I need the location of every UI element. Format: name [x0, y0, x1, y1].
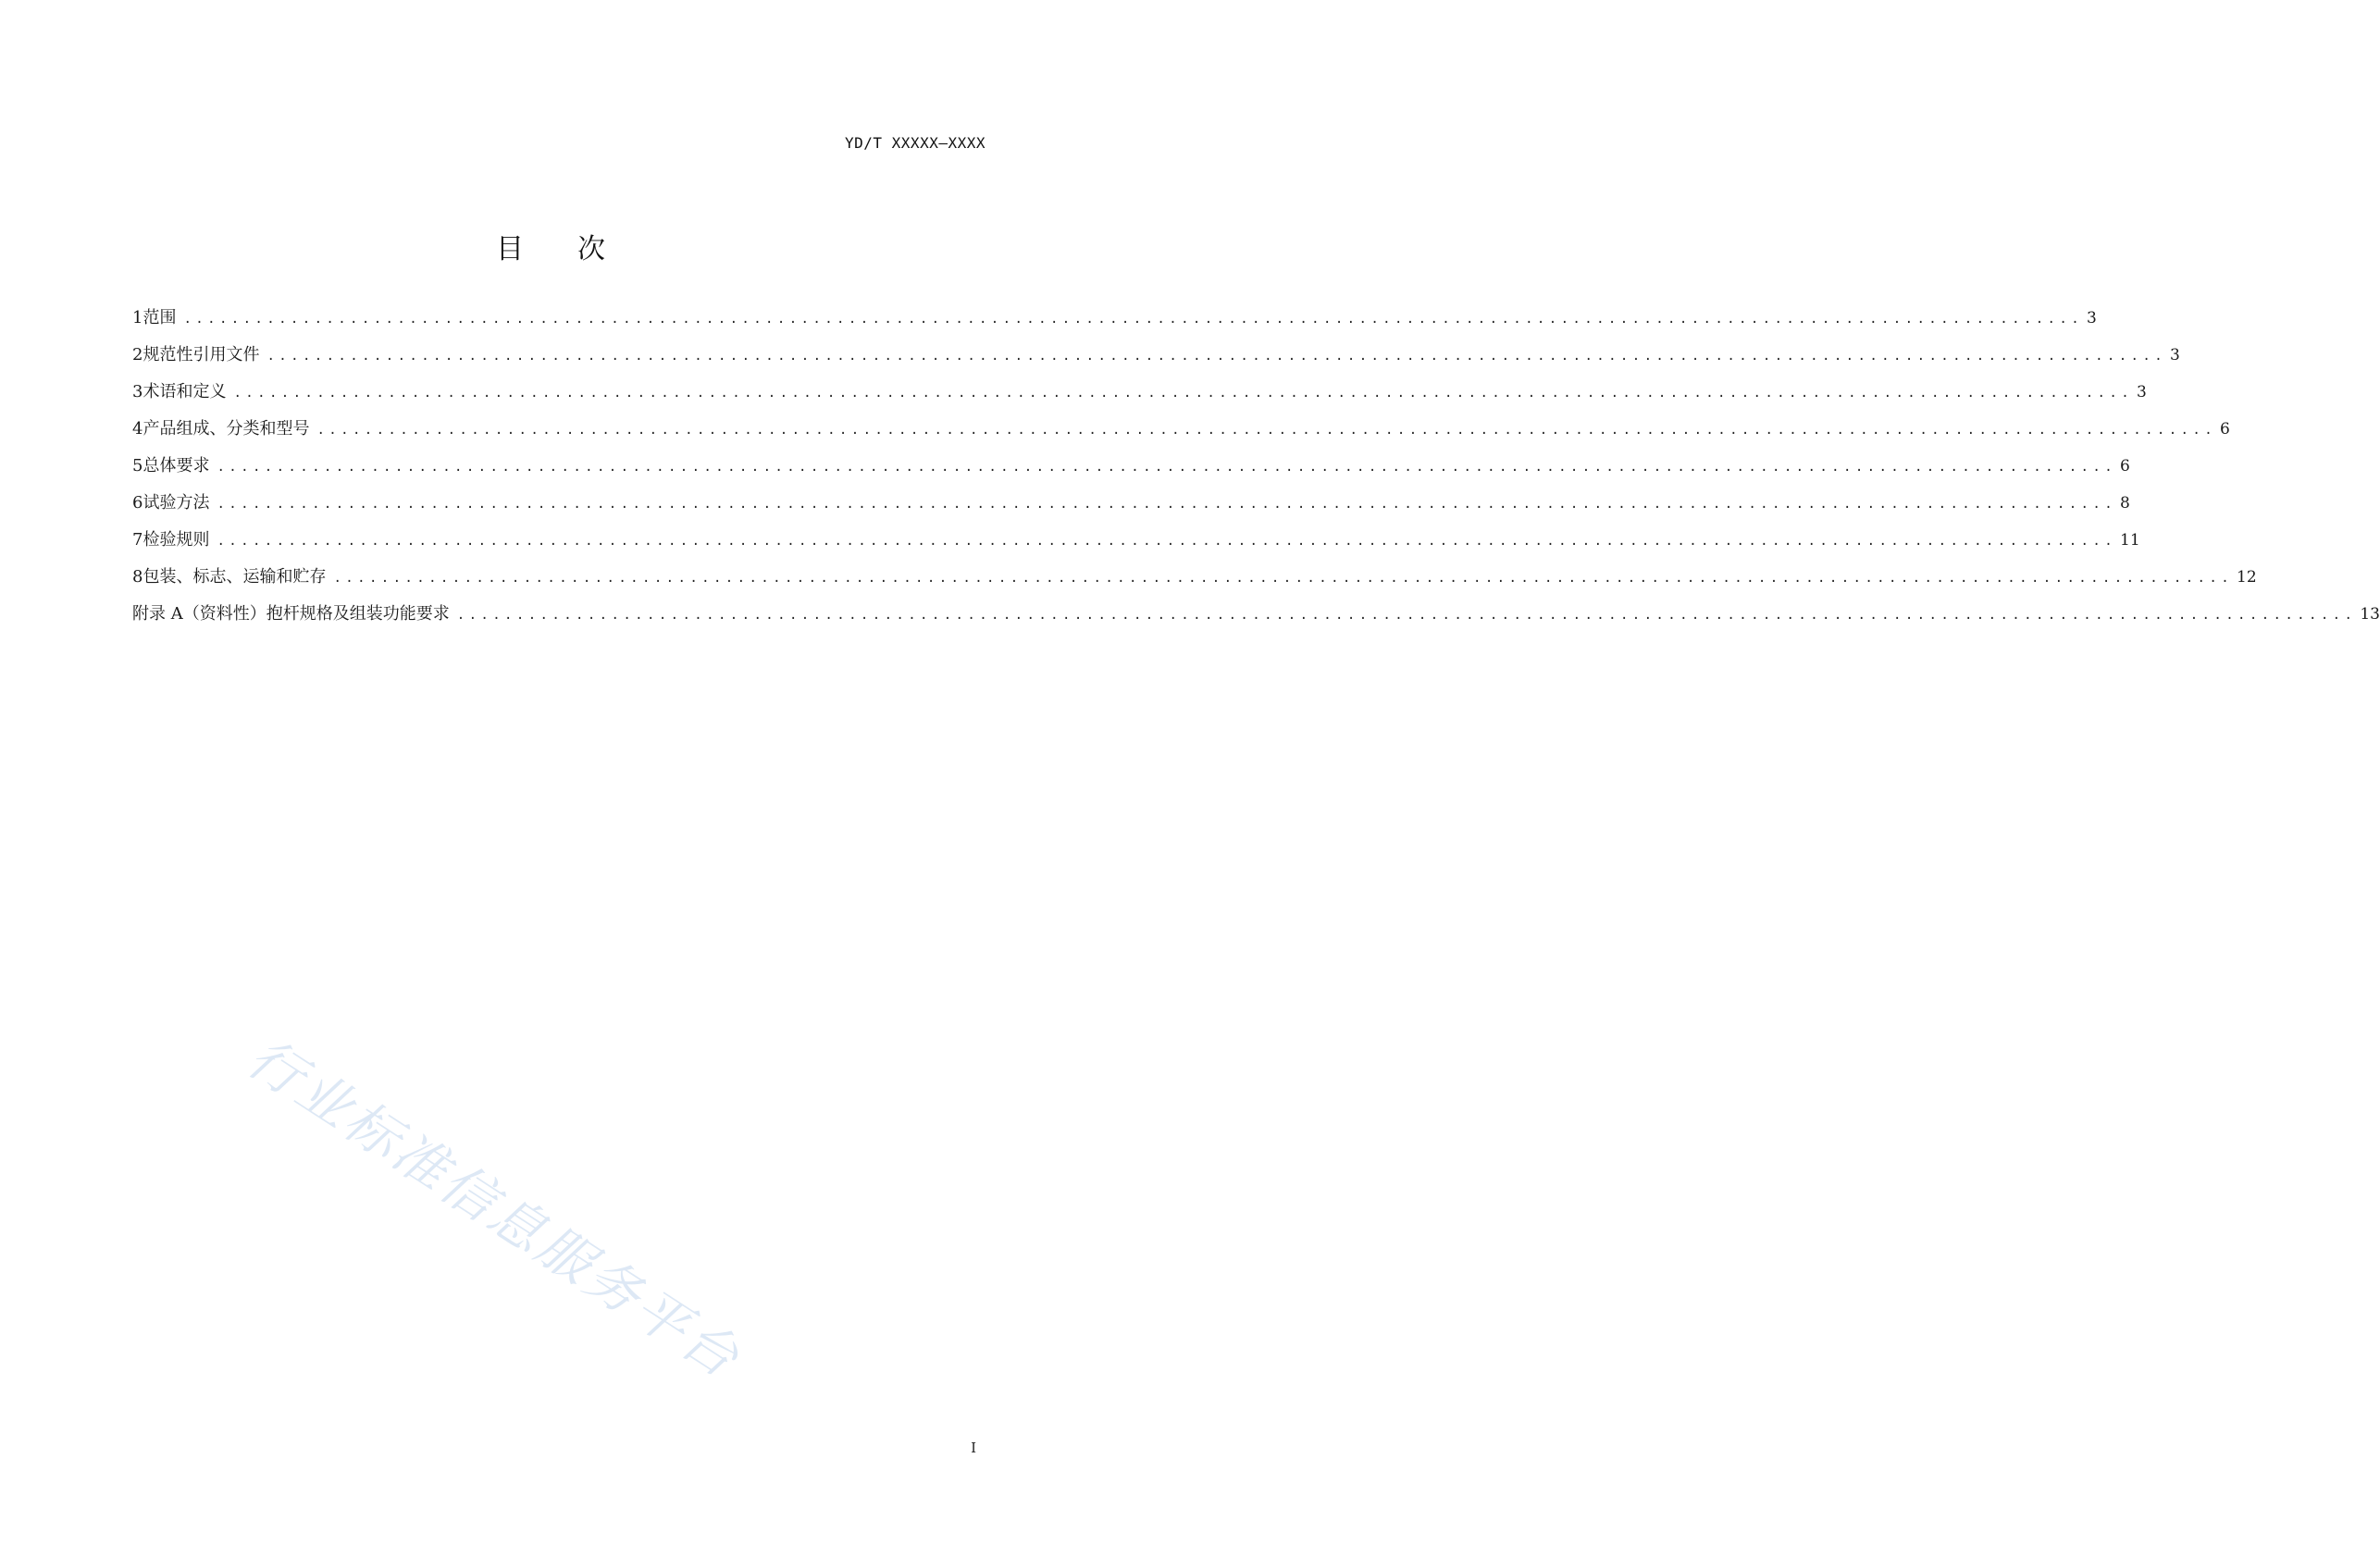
- appendix-prefix: 附录 A（资料性）: [132, 604, 267, 624]
- toc-entry-title: 总体要求: [143, 456, 210, 476]
- toc-entry[interactable]: [132, 378, 2147, 415]
- appendix-title: 抱杆规格及组装功能要求: [266, 604, 450, 624]
- toc-entry-title: 范围: [143, 308, 177, 327]
- toc-entry[interactable]: [132, 415, 2230, 452]
- toc-entry-page: 13: [2360, 605, 2380, 624]
- toc-entry-title: 产品组成、分类和型号: [143, 419, 310, 439]
- toc-entry-page: 6: [2220, 420, 2230, 439]
- dot-leader: ................................................................................................................................................................: [217, 460, 2117, 475]
- toc-entry-page: 12: [2237, 568, 2257, 587]
- watermark: 行业标准信息服务平台: [236, 1025, 752, 1391]
- toc-entry-page: 3: [2137, 383, 2147, 402]
- toc-entry-page: 11: [2120, 531, 2140, 550]
- toc-entry-page: 3: [2087, 309, 2097, 327]
- toc-entry[interactable]: [132, 563, 2257, 600]
- toc-entry-appendix-a[interactable]: [132, 600, 2380, 637]
- toc-entry-number: 3: [132, 382, 143, 402]
- dot-leader: ................................................................................................................................................................: [217, 497, 2117, 512]
- toc-entry-title: 试验方法: [143, 493, 210, 513]
- toc-entry-title: 规范性引用文件: [143, 345, 260, 365]
- toc-title: 目次: [496, 233, 659, 266]
- table-of-contents: [132, 304, 2380, 637]
- toc-entry-number: 6: [132, 493, 143, 513]
- toc-entry[interactable]: [132, 341, 2180, 378]
- toc-entry-number: 2: [132, 345, 143, 365]
- toc-entry-title: 包装、标志、运输和贮存: [143, 567, 327, 587]
- toc-entry-page: 8: [2120, 494, 2130, 513]
- toc-entry[interactable]: [132, 304, 2097, 341]
- toc-entry-number: 5: [132, 456, 143, 476]
- dot-leader: ................................................................................................................................................................: [217, 534, 2117, 549]
- toc-entry-number: 7: [132, 530, 143, 550]
- toc-entry[interactable]: [132, 489, 2130, 526]
- toc-entry-title: 术语和定义: [143, 382, 227, 402]
- toc-entry[interactable]: [132, 452, 2130, 489]
- dot-leader: ................................................................................................................................................................: [183, 312, 2084, 327]
- dot-leader: ................................................................................................................................................................: [233, 386, 2134, 401]
- page-number: I: [971, 1440, 976, 1456]
- standard-code: YD/T XXXXX—XXXX: [845, 134, 985, 152]
- toc-entry-number: 4: [132, 419, 143, 439]
- toc-entry-number: 1: [132, 308, 143, 327]
- dot-leader: ................................................................................................................................................................: [316, 423, 2217, 438]
- dot-leader: ................................................................................................................................................................: [456, 608, 2357, 623]
- toc-entry-title: 检验规则: [143, 530, 210, 550]
- dot-leader: ................................................................................................................................................................: [333, 571, 2234, 586]
- toc-entry-page: 3: [2170, 346, 2180, 365]
- toc-entry-page: 6: [2120, 457, 2130, 476]
- toc-entry[interactable]: [132, 526, 2140, 563]
- toc-entry-number: 8: [132, 567, 143, 587]
- dot-leader: ................................................................................................................................................................: [267, 349, 2167, 364]
